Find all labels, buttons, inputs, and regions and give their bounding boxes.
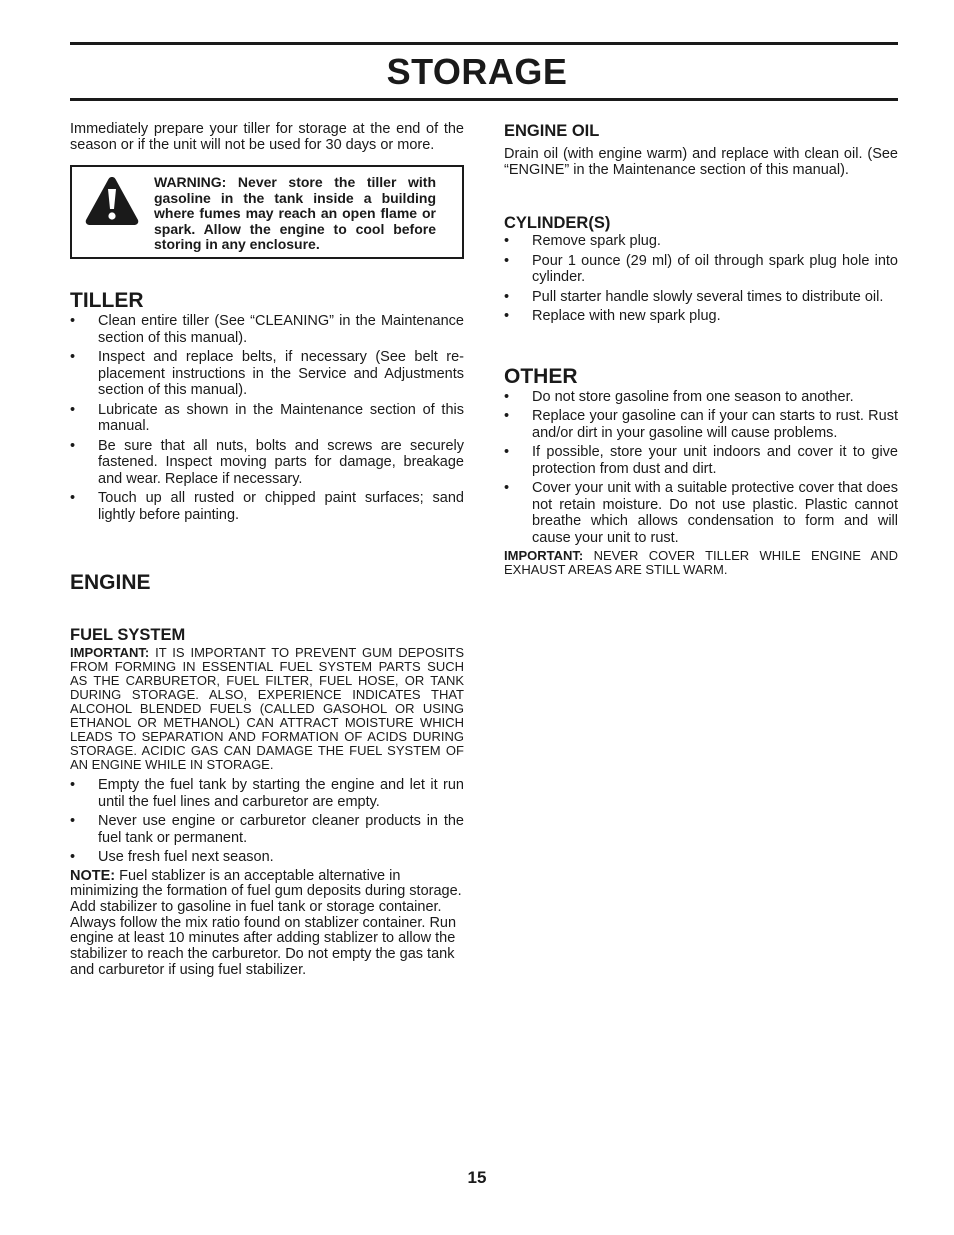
bullet: •: [504, 388, 510, 405]
bullet: •: [70, 777, 76, 793]
left-column: [70, 121, 464, 978]
title-top-rule: [70, 42, 898, 45]
bullet: •: [504, 444, 510, 460]
warning-text: WARNING: Never store the tiller with gasoline in the tank inside a building where fumes may reach an open flame or spark. Allow the engine to cool before storing in any enclosure.: [154, 174, 436, 253]
bullet: •: [504, 288, 510, 305]
list-item-text: Use fresh fuel next season.: [98, 849, 274, 865]
page-number: 15: [467, 1168, 487, 1187]
bullet: •: [70, 437, 76, 454]
engine-oil-heading: ENGINE OIL: [504, 122, 600, 140]
list-item: [70, 349, 464, 399]
note-label: NOTE:: [70, 867, 116, 884]
list-item: [70, 849, 464, 866]
bullet: •: [504, 408, 510, 424]
important-label: IMPORTANT:: [70, 645, 150, 660]
list-item: [70, 313, 464, 346]
fuel-system-list: [70, 777, 464, 866]
list-item: [504, 253, 898, 286]
tiller-heading: TILLER: [70, 289, 144, 312]
bullet: •: [70, 849, 76, 865]
list-item-text: Do not store gasoline from one season to another.: [532, 388, 854, 405]
engine-heading: ENGINE: [70, 571, 151, 594]
list-item-text: Be sure that all nuts, bolts and screws are securely fastened. Inspect moving parts for damage, breakage and wear. Replace if necessary.: [98, 437, 464, 487]
title-bottom-rule: [70, 98, 898, 101]
cylinders-heading: CYLINDER(S): [504, 214, 611, 232]
fuel-important-paragraph: [70, 646, 464, 772]
note-text: Fuel stablizer is an acceptable alternative in minimizing the formation of fuel gum deposits during storage. Add stabilizer to gasoline in fuel tank or storage container. Always follow the mix ratio found on stablizer container. Run engine at least 10 minutes after adding stablizer to allow the stabilizer to reach the carburetor. Do not empty the gas tank and carburetor if using fuel stabilizer.: [70, 867, 462, 978]
right-column: [504, 121, 898, 577]
list-item: [70, 813, 464, 846]
list-item-text: Never use engine or carburetor cleaner products in the fuel tank or permanent.: [98, 813, 464, 846]
list-item: [70, 438, 464, 488]
other-heading: OTHER: [504, 364, 578, 388]
list-item-text: Touch up all rusted or chipped paint surfaces; sand lightly before painting.: [98, 490, 464, 523]
bullet: •: [504, 308, 510, 324]
fuel-system-heading: FUEL SYSTEM: [70, 626, 186, 644]
list-item: [70, 777, 464, 810]
bullet: •: [70, 349, 76, 365]
list-item-text: Empty the fuel tank by starting the engine and let it run until the fuel lines and carburetor are empty.: [98, 777, 464, 810]
list-item: [504, 389, 898, 406]
bullet: •: [70, 490, 76, 506]
bullet: •: [70, 401, 76, 418]
list-item: [70, 402, 464, 435]
fuel-note-paragraph: [70, 869, 464, 979]
other-important-paragraph: [504, 549, 898, 577]
warning-box: [70, 165, 464, 259]
engine-oil-paragraph: Drain oil (with engine warm) and replace with clean oil. (See “ENGINE” in the Maintenance section of this manual).: [504, 146, 898, 178]
bullet: •: [70, 313, 76, 329]
warning-triangle-icon: [84, 175, 140, 227]
important-label: IMPORTANT:: [504, 548, 584, 563]
intro-paragraph: Immediately prepare your tiller for storage at the end of the season or if the unit will not be used for 30 days or more.: [70, 121, 464, 153]
list-item-text: Replace your gasoline can if your can starts to rust. Rust and/or dirt in your gasoline will cause problems.: [532, 408, 898, 441]
list-item-text: Lubricate as shown in the Maintenance section of this manual.: [98, 401, 464, 434]
list-item: [504, 308, 898, 325]
list-item: [70, 490, 464, 523]
list-item: [504, 233, 898, 250]
cylinders-list: [504, 233, 898, 325]
list-item-text: Remove spark plug.: [532, 233, 661, 249]
list-item: [504, 444, 898, 477]
page-title: STORAGE: [386, 51, 568, 92]
list-item-text: Pull starter handle slowly several times to distribute oil.: [532, 288, 884, 305]
other-list: [504, 389, 898, 547]
tiller-list: [70, 313, 464, 523]
important-text: NEVER COVER TILLER WHILE ENGINE AND EXHAUST AREAS ARE STILL WARM.: [504, 548, 898, 577]
bullet: •: [504, 480, 510, 496]
list-item-text: Inspect and replace belts, if necessary (See belt re-placement instructions in the Service and Adjustments section of this manual).: [98, 349, 464, 398]
list-item-text: Clean entire tiller (See “CLEANING” in the Maintenance section of this manual).: [98, 313, 464, 346]
bullet: •: [504, 233, 510, 249]
bullet: •: [504, 252, 510, 269]
bullet: •: [70, 813, 76, 829]
important-text: IT IS IMPORTANT TO PREVENT GUM DEPOSITS FROM FORMING IN ESSENTIAL FUEL SYSTEM PARTS SUCH AS THE CARBURETOR, FUEL FILTER, FUEL HOSE, OR TANK DURING STORAGE. ALSO, EXPERIENCE INDICATES THAT ALCOHOL BLENDED FUELS (CALLED GASOHOL OR USING ETHANOL OR METHANOL) CAN ATTRACT MOISTURE WHICH LEADS TO SEPARATION AND FORMATION OF ACIDS DURING STORAGE. ACIDIC GAS CAN DAMAGE THE FUEL SYSTEM OF AN ENGINE WHILE IN STORAGE.: [70, 645, 464, 772]
list-item-text: If possible, store your unit indoors and cover it to give protection from dust and dirt.: [532, 444, 898, 477]
list-item: [504, 480, 898, 546]
list-item-text: Pour 1 ounce (29 ml) of oil through spark plug hole into cylinder.: [532, 252, 898, 285]
list-item: [504, 289, 898, 306]
list-item-text: Replace with new spark plug.: [532, 308, 721, 324]
list-item-text: Cover your unit with a suitable protective cover that does not retain moisture. Do not use plastic. Plastic cannot breathe which allows condensation to form and will cause your unit to rust.: [532, 480, 898, 546]
list-item: [504, 408, 898, 441]
